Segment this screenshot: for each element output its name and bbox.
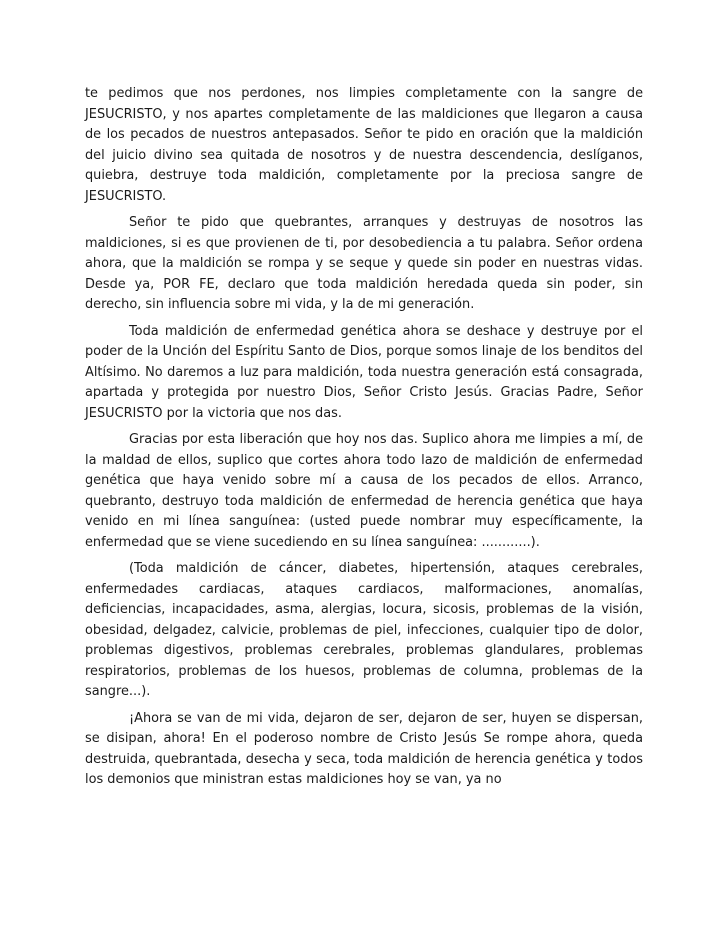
paragraph-5: (Toda maldición de cáncer, diabetes, hipertensión, ataques cerebrales, enfermedades cardiacas, ataques cardiacos, malformaciones, anomalías, deficiencias, incapacidades, asma, alergias, locura, sicosis, problemas de la visión, obesidad, delgadez, calvicie, problemas de piel, infecciones, cualquier tipo de dolor, problemas digestivos, problemas cerebrales, problemas glandulares, problemas respiratorios, problemas de los huesos, problemas de columna, problemas de la sangre...). xyxy=(85,561,643,699)
paragraph-2: Señor te pido que quebrantes, arranques y destruyas de nosotros las maldiciones, si es que provienen de ti, por desobediencia a tu palabra. Señor ordena ahora, que la maldición se rompa y se seque y quede sin poder en nuestras vidas. Desde ya, POR FE, declaro que toda maldición heredada queda sin poder, sin derecho, sin influencia sobre mi vida, y la de mi generación. xyxy=(85,215,643,312)
paragraph-4: Gracias por esta liberación que hoy nos das. Suplico ahora me limpies a mí, de la maldad de ellos, suplico que cortes ahora todo lazo de maldición de enfermedad genética que haya venido sobre mí a causa de los pecados de ellos. Arranco, quebranto, destruyo toda maldición de enfermedad de herencia genética que haya venido en mi línea sanguínea: (usted puede nombrar muy específicamente, la enfermedad que se viene sucediendo en su línea sanguínea: ............). xyxy=(85,432,643,550)
paragraph-3: Toda maldición de enfermedad genética ahora se deshace y destruye por el poder de la Unción del Espíritu Santo de Dios, porque somos linaje de los benditos del Altísimo. No daremos a luz para maldición, toda nuestra generación está consagrada, apartada y protegida por nuestro Dios, Señor Cristo Jesús. Gracias Padre, Señor JESUCRISTO por la victoria que nos das. xyxy=(85,323,643,421)
paragraph-1: te pedimos que nos perdones, nos limpies completamente con la sangre de JESUCRISTO, y nos apartes completamente de las maldiciones que llegaron a causa de los pecados de nuestros antepasados. Señor te pido en oración que la maldición del juicio divino sea quitada de nosotros y de nuestra descendencia, deslíganos, quiebra, destruye toda maldición, completamente por la preciosa sangre de JESUCRISTO. xyxy=(85,86,643,204)
paragraph-6: ¡Ahora se van de mi vida, dejaron de ser, dejaron de ser, huyen se dispersan, se disipan, ahora! En el poderoso nombre de Cristo Jesús Se rompe ahora, queda destruida, quebrantada, desecha y seca, toda maldición de herencia genética y todos los demonios que ministran estas maldiciones hoy se van, ya no xyxy=(85,710,643,787)
document-page xyxy=(85,84,643,797)
